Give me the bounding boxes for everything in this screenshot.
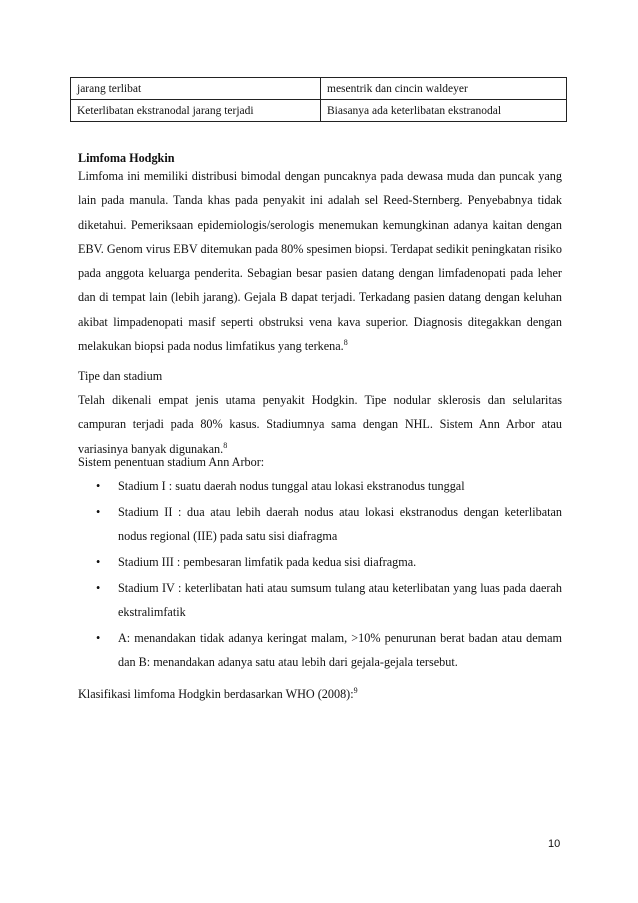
table-cell: Biasanya ada keterlibatan ekstranodal bbox=[321, 100, 567, 122]
reference-number: 8 bbox=[223, 440, 228, 450]
reference-number: 8 bbox=[343, 338, 348, 348]
bullet-icon: • bbox=[96, 631, 101, 645]
list-item bbox=[78, 500, 562, 548]
table-cell: Keterlibatan ekstranodal jarang terjadi bbox=[71, 100, 321, 122]
list-item bbox=[78, 626, 562, 674]
reference-number: 9 bbox=[353, 685, 358, 695]
list-item bbox=[78, 576, 562, 624]
caption-text: Klasifikasi limfoma Hodgkin berdasarkan WHO (2008): bbox=[78, 687, 354, 701]
list-item-text: Stadium IV : keterlibatan hati atau sumsum tulang atau keterlibatan yang luas pada daerah ekstralimfatik bbox=[118, 581, 562, 619]
table-row bbox=[71, 78, 567, 100]
table-cell: mesentrik dan cincin waldeyer bbox=[321, 78, 567, 100]
bullet-icon: • bbox=[96, 581, 101, 595]
bullet-icon: • bbox=[96, 555, 101, 569]
table-row bbox=[71, 100, 567, 122]
list-item-text: Stadium II : dua atau lebih daerah nodus atau lokasi ekstranodus dengan keterlibatan nodus regional (IIE) pada satu sisi diafragma bbox=[118, 505, 562, 543]
table-cell: jarang terlibat bbox=[71, 78, 321, 100]
paragraph-text: Limfoma ini memiliki distribusi bimodal dengan puncaknya pada dewasa muda dan puncak yang lain pada manula. Tanda khas pada penyakit ini adalah sel Reed-Sternberg. Penyebabnya tidak diketahui. Pemeriksaan epidemiologis/serologis menemukan kemungkinan adanya kaitan dengan EBV. Genom virus EBV ditemukan pada 80% spesimen biopsi. Terdapat sedikit peningkatan risiko pada anggota keluarga penderita. Sebagian besar pasien datang dengan limfadenopati pada leher dan di tempat lain (lebih jarang). Gejala B dapat terjadi. Terkadang pasien datang dengan keluhan akibat limpadenopati masif seperti obstruksi vena kava superior. Diagnosis ditegakkan dengan melakukan biopsi pada nodus limfatikus yang terkena. bbox=[78, 169, 562, 354]
bullet-icon: • bbox=[96, 479, 101, 493]
comparison-table bbox=[70, 77, 567, 122]
list-item bbox=[78, 474, 562, 498]
list-item bbox=[78, 550, 562, 574]
bullet-icon: • bbox=[96, 505, 101, 519]
section-heading: Limfoma Hodgkin bbox=[78, 151, 175, 165]
paragraph-hodgkin bbox=[78, 164, 562, 358]
paragraph-text: Telah dikenali empat jenis utama penyakit Hodgkin. Tipe nodular sklerosis dan selularitas campuran terjadi pada 80% kasus. Stadiumnya sama dengan NHL. Sistem Ann Arbor atau variasinya banyak digunakan. bbox=[78, 393, 562, 456]
list-item-text: A: menandakan tidak adanya keringat malam, >10% penurunan berat badan atau demam dan B: menandakan adanya satu atau lebih dari gejala-gejala tersebut. bbox=[118, 631, 562, 669]
list-item-text: Stadium III : pembesaran limfatik pada kedua sisi diafragma. bbox=[118, 555, 417, 569]
classification-caption bbox=[78, 682, 562, 706]
staging-list bbox=[78, 474, 562, 674]
list-item-text: Stadium I : suatu daerah nodus tunggal atau lokasi ekstranodus tunggal bbox=[118, 479, 465, 493]
page-number: 10 bbox=[548, 838, 561, 850]
subheading: Tipe dan stadium bbox=[78, 369, 163, 383]
staging-intro: Sistem penentuan stadium Ann Arbor: bbox=[78, 455, 265, 469]
